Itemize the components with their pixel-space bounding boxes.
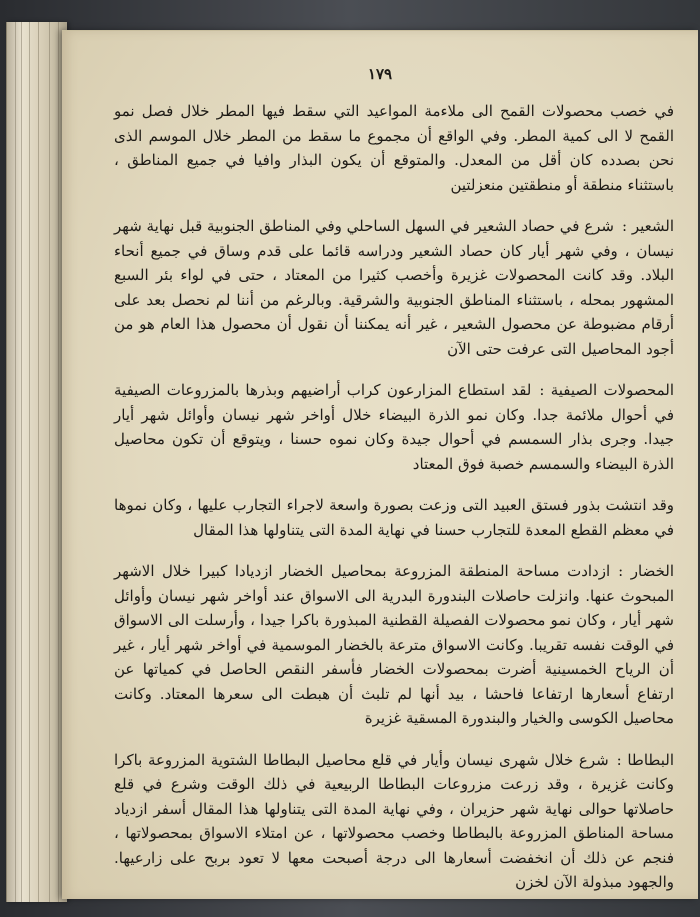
paragraph-potatoes: [114, 748, 674, 895]
paragraph-text: لقد استطاع المزارعون كراب أراضيهم وبذرها بالمزروعات الصيفية في أحوال ملائمة جدا. وكان نمو الذرة البيضاء خلال أواخر شهر نيسان وأوائل شهر أيار جيدا. وجرى بذار السمسم في أحوال جيدة وكان نموه حسنا ، ويتوقع أن تكون محاصيل الذرة البيضاء والسمسم خصبة فوق المعتاد: [114, 381, 674, 473]
paragraph-wheat-continuation: [114, 99, 674, 197]
paragraph-text: في خصب محصولات القمح الى ملاءمة المواعيد التي سقط فيها المطر خلال فصل نمو القمح لا الى كمية المطر. وفي الواقع أن مجموع ما سقط من المطر خلال الموسم الذى نحن بصدده كان أقل من المعدل. والمتوقع أن يكون البذار وافيا في جميع المناطق ، باستثناء منطقة أو منطقتين منعزلتين: [114, 102, 674, 194]
paragraph-text: وقد انتشت بذور فستق العبيد التى وزعت بصورة واسعة لاجراء التجارب عليها ، وكان نموها في معظم القطع المعدة للتجارب حسنا في نهاية المدة التى يتناولها هذا المقال: [114, 496, 674, 539]
section-heading-potatoes: البطاطا :: [616, 750, 674, 769]
book-page-edges: [6, 22, 67, 902]
paragraph-text: ازدادت مساحة المنطقة المزروعة بمحاصيل الخضار ازديادا كبيرا خلال الاشهر المبحوث عنها. وانزلت حاصلات البندورة البدرية الى الاسواق عند أواخر شهر نيسان وأوائل شهر أيار ، وكان نمو محصولات الفصيلة القطنية المبذورة باكرا جيدا ، وأرسلت الى الاسواق في الوقت نفسه تقريبا. وكانت الاسواق مترعة بالخضار الموسمية في أواخر شهر أيار ، غير أن الرياح الخمسينية أضرت بمحصولات الخضار فأسفر النقص الحاصل في كمياتها عن ارتفاع أسعارها ارتفاعا فاحشا ، بيد أنها لم تلبث أن هبطت الى سعرها المعتاد. وكانت محاصيل الكوسى والخيار والبندورة المسقية غزيرة: [114, 562, 674, 727]
paragraph-text: شرع في حصاد الشعير في السهل الساحلي وفي المناطق الجنوبية قبل نهاية شهر نيسان ، وفي شهر أيار كان حصاد الشعير ودراسه قائما على قدم وساق في جميع أنحاء البلاد. وقد كانت المحصولات غزيرة وأخصب كثيرا من المعتاد ، حتى في لواء بئر السبع المشهور بمحله ، باستثناء المناطق الجنوبية والشرقية. وبالرغم من أننا لم نحصل بعد على أرقام مضبوطة عن محصول الشعير ، غير أنه يمكننا أن نقول أن محصول هذا العام هو من أجود المحاصيل التى عرفت حتى الآن: [114, 217, 674, 358]
paragraph-peanuts: [114, 493, 674, 542]
page-body: [114, 99, 674, 912]
section-heading-barley: الشعير :: [622, 217, 675, 235]
paragraph-text: شرع خلال شهرى نيسان وأيار في قلع محاصيل البطاطا الشتوية المزروعة باكرا وكانت غزيرة ، وقد زرعت مزروعات البطاطا الربيعية في ذلك الوقت وشرع في قلع حاصلاتها حوالى نهاية شهر حزيران ، وفي نهاية المدة التى يتناولها هذا المقال أسفر ازدياد مساحة المناطق المزروعة بالبطاطا وخصب محصولاتها ، عن امتلاء الاسواق بمحصولاتها ، فنجم عن ذلك أن انخفضت أسعارها الى درجة أصبحت معها لا تعود بربح على زارعيها. والجهود مبذولة الآن لخزن: [114, 750, 674, 891]
paragraph-barley: [114, 214, 674, 361]
section-heading-summer-crops: المحصولات الصيفية :: [539, 381, 674, 399]
paragraph-summer-crops: [114, 378, 674, 476]
paragraph-vegetables: [114, 559, 674, 731]
book-page: [62, 30, 698, 899]
page-number: ١٧٩: [367, 65, 393, 83]
section-heading-vegetables: الخضار :: [618, 562, 674, 580]
